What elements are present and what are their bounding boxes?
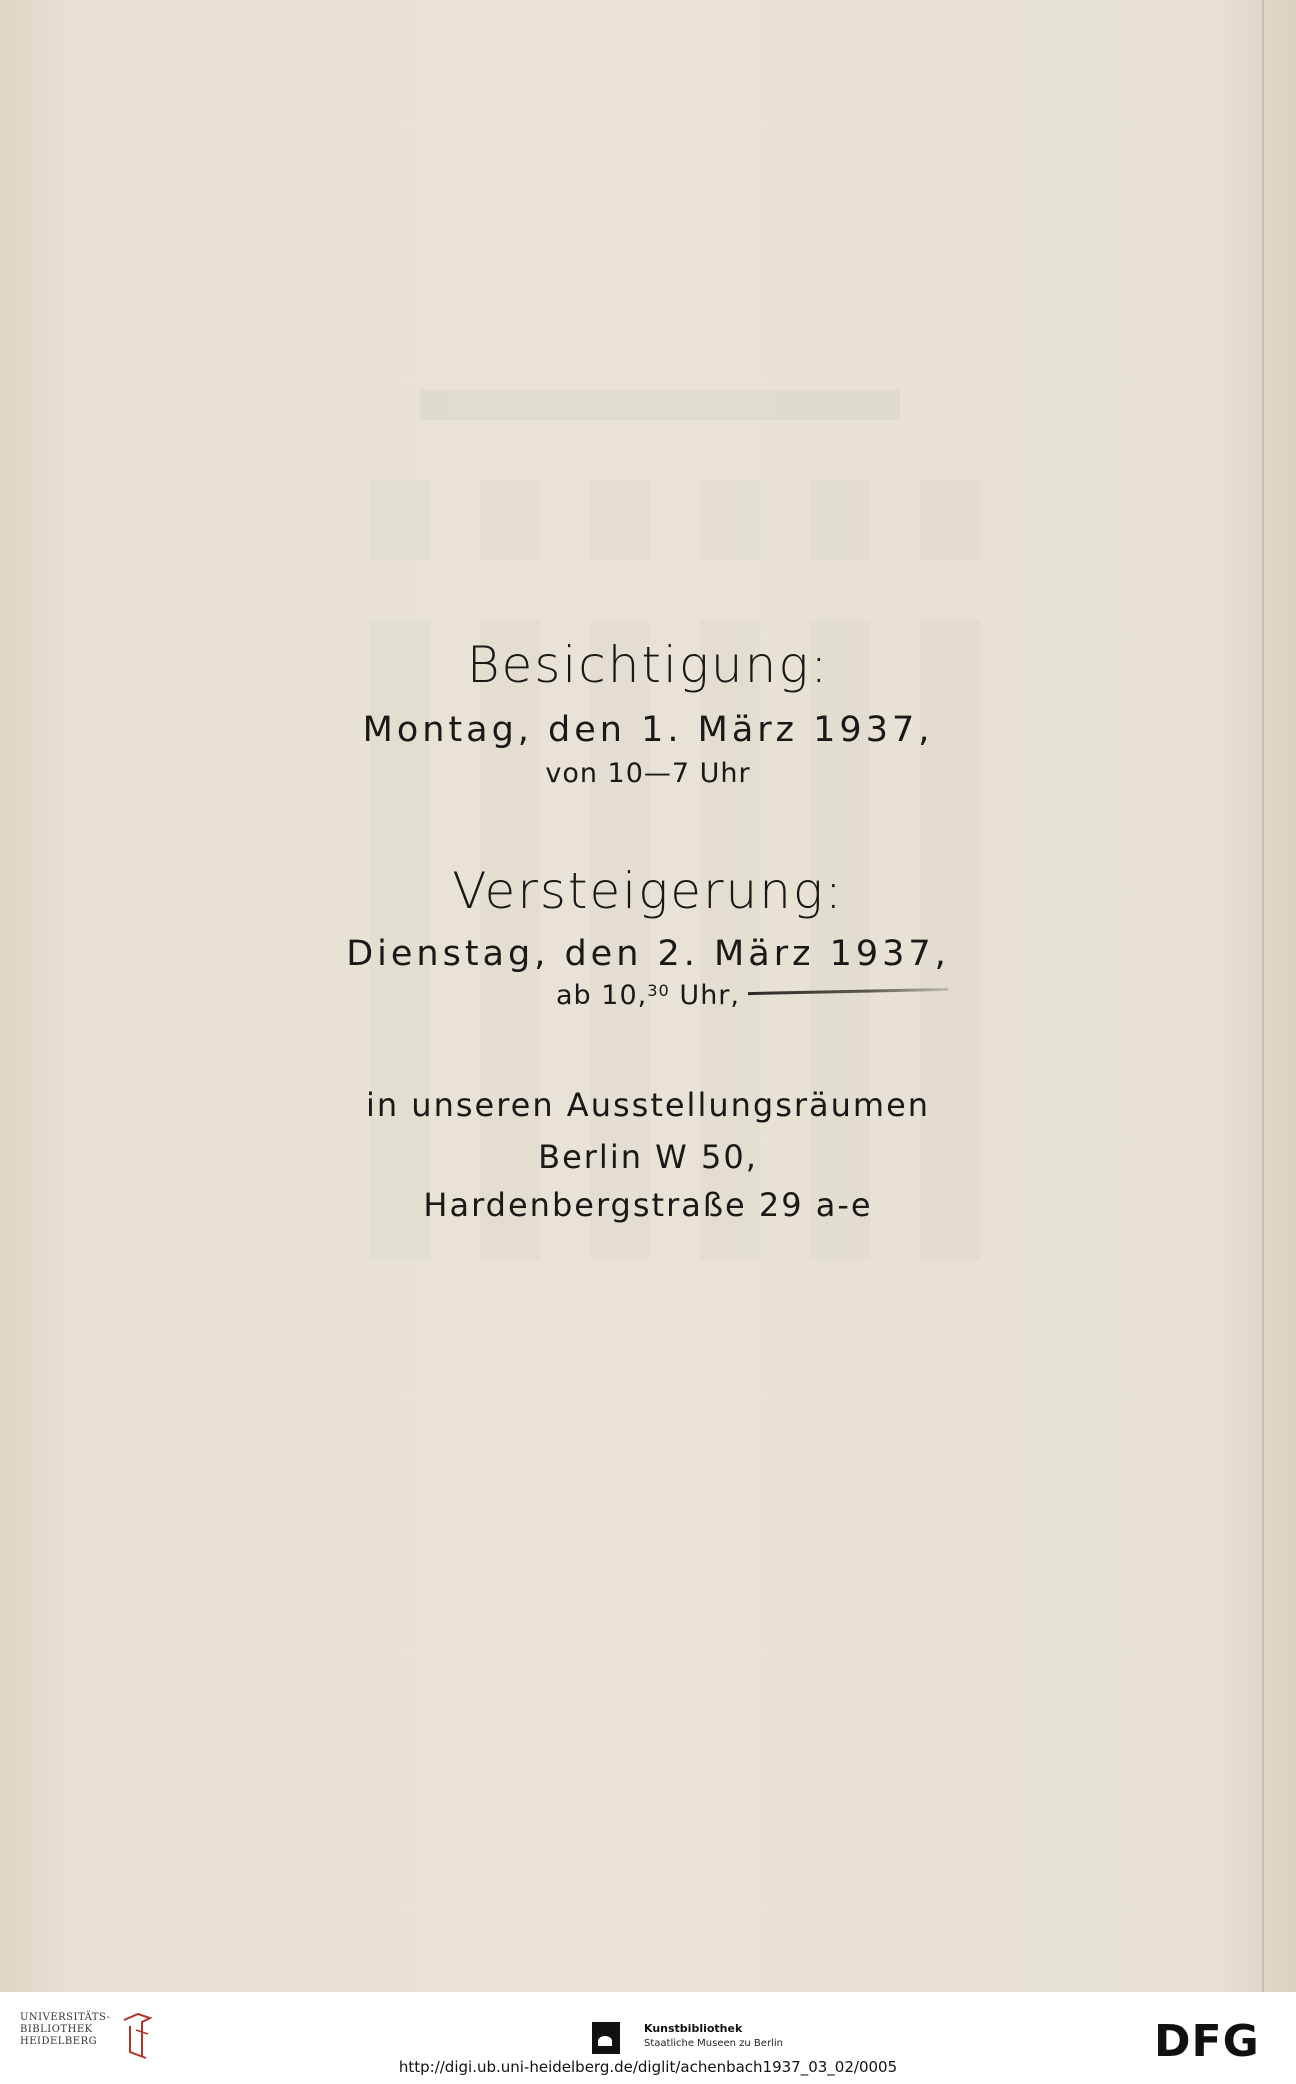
ub-heidelberg-logo[interactable] [20,2012,160,2064]
dfg-logo[interactable] [1152,2014,1278,2064]
auction-heading: Versteigerung: [452,862,844,920]
ub-logo-text: UNIVERSITÄTS- BIBLIOTHEK HEIDELBERG [20,2012,111,2047]
auction-time-suffix: Uhr, [669,980,740,1011]
viewing-date: Montag, den 1. März 1937, [362,710,934,750]
kunstbibliothek-subtitle: Staatliche Museen zu Berlin [644,2038,783,2049]
venue-line-3: Hardenbergstraße 29 a-e [423,1186,873,1224]
auction-date: Dienstag, den 2. März 1937, [346,934,950,974]
auction-time-prefix: ab 10, [556,980,648,1011]
ub-emblem-icon [120,2012,154,2060]
kunstbibliothek-title: Kunstbibliothek [644,2022,743,2035]
venue-line-2: Berlin W 50, [538,1138,758,1176]
page-url[interactable]: http://digi.ub.uni-heidelberg.de/diglit/achenbach1937_03_02/0005 [398,2058,898,2076]
viewing-time: von 10—7 Uhr [545,758,751,789]
venue-line-1: in unseren Ausstellungsräumen [365,1086,931,1124]
dfg-label: DFG [1154,2016,1260,2064]
viewer-footer [0,1992,1296,2084]
auction-time [0,980,1296,1011]
kunstbibliothek-emblem-icon [592,2022,620,2054]
auction-time-minutes: 30 [647,980,670,1000]
viewing-heading: Besichtigung: [466,636,830,694]
